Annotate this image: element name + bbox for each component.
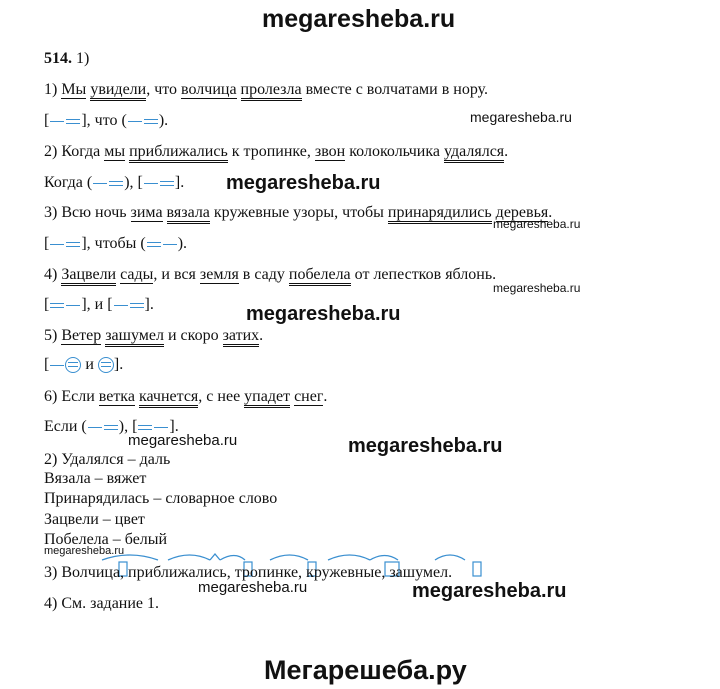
text: 2) Когда — [44, 143, 105, 160]
sentence-2 — [44, 142, 508, 163]
predicate: упадет — [244, 389, 290, 408]
subject: Ветер — [61, 327, 102, 344]
subject-mark — [144, 183, 158, 184]
predicate-mark — [50, 303, 64, 308]
predicate: зашумел — [105, 328, 164, 347]
text: колокольчика — [345, 143, 444, 160]
scheme-text: ), [ — [118, 418, 138, 435]
scheme-text: ]. — [169, 418, 179, 435]
scheme-text: ), [ — [124, 174, 143, 191]
predicate-mark — [160, 181, 174, 186]
scheme-text: ]. — [113, 356, 124, 373]
text: 5) — [44, 327, 62, 344]
text: в саду — [238, 266, 289, 283]
text: вместе с волчатами в нору. — [301, 81, 489, 98]
scheme-4 — [44, 295, 154, 315]
task-part: 1) — [76, 50, 90, 67]
text: кружевные узоры, чтобы — [209, 204, 388, 221]
sentence-number: 1) — [44, 81, 62, 98]
subject-mark — [154, 427, 168, 428]
subject: звон — [314, 143, 346, 160]
watermark: megaresheba.ru — [246, 303, 401, 325]
text: от лепестков яблонь. — [350, 266, 497, 283]
subject-mark — [66, 305, 80, 306]
watermark-top: megaresheba.ru — [262, 5, 456, 33]
bracket: [ — [44, 235, 50, 252]
watermark: megaresheba.ru — [412, 580, 567, 602]
text: , что — [146, 81, 182, 98]
scheme-text: ]. — [174, 174, 185, 191]
homogeneous-predicate-circle — [98, 357, 114, 373]
scheme-text: ], чтобы ( — [81, 235, 146, 252]
subject-mark — [50, 244, 64, 245]
predicate: принарядились — [388, 205, 492, 224]
predicate-mark — [104, 425, 118, 430]
part2-line: Принарядилась – словарное слово — [44, 490, 278, 507]
subject: волчица — [181, 81, 237, 98]
part2-line: Вязала – вяжет — [44, 470, 147, 487]
watermark: megaresheba.ru — [128, 432, 238, 449]
predicate: удалялся — [444, 144, 504, 163]
bracket: [ — [44, 296, 50, 313]
text: . — [259, 327, 264, 344]
text: и скоро — [163, 327, 223, 344]
sentence-1 — [44, 80, 488, 101]
part4-line: 4) См. задание 1. — [44, 595, 160, 612]
predicate-mark — [66, 119, 80, 124]
homogeneous-predicate-circle — [65, 357, 81, 373]
subject: снег — [294, 388, 324, 405]
text: 6) Если — [44, 388, 99, 405]
scheme-3 — [44, 234, 187, 254]
subject: зима — [130, 204, 163, 221]
subject: ветка — [98, 388, 135, 405]
watermark: megaresheba.ru — [44, 545, 125, 557]
scheme-text: ], что ( — [81, 112, 127, 129]
scheme-text: ). — [158, 112, 169, 129]
scheme-text: Если ( — [44, 418, 87, 435]
scheme-text: ). — [177, 235, 188, 252]
subject-mark — [50, 365, 64, 366]
sentence-6 — [44, 387, 327, 408]
scheme-1 — [44, 111, 168, 131]
subject-mark — [88, 427, 102, 428]
scheme-6 — [44, 417, 179, 437]
text: . — [504, 143, 509, 160]
predicate-mark — [144, 119, 158, 124]
predicate-mark — [138, 425, 152, 430]
watermark: megaresheba.ru — [348, 435, 503, 457]
text: , с нее — [198, 388, 245, 405]
part3-line: 3) Волчица, приближались, тропинке, кружевные, зашумел. — [44, 564, 453, 581]
predicate-mark — [147, 242, 161, 247]
predicate: побелела — [289, 267, 351, 286]
task-header — [44, 49, 89, 69]
sentence-4 — [44, 265, 496, 286]
bracket: [ — [44, 356, 50, 373]
watermark: megaresheba.ru — [493, 281, 581, 295]
part2-line: Зацвели – цвет — [44, 511, 145, 528]
watermark: megaresheba.ru — [470, 109, 572, 125]
predicate: затих — [223, 328, 260, 347]
scheme-5 — [44, 355, 123, 375]
scheme-text: Когда ( — [44, 174, 93, 191]
watermark: megaresheba.ru — [198, 579, 308, 596]
text: . — [548, 204, 553, 221]
text: , и вся — [153, 266, 200, 283]
watermark-bottom: Мегарешеба.ру — [264, 655, 467, 685]
sentence-3 — [44, 203, 552, 224]
subject-mark — [163, 244, 177, 245]
subject-mark — [114, 305, 128, 306]
predicate: пролезла — [241, 82, 302, 101]
predicate: увидели — [90, 82, 146, 101]
subject: сады — [120, 266, 154, 283]
subject-mark — [128, 121, 142, 122]
part2-line: Побелела – белый — [44, 531, 168, 548]
subject: земля — [199, 266, 239, 283]
part2-line: 2) Удалялся – даль — [44, 451, 171, 468]
subject: мы — [104, 143, 126, 160]
predicate: Зацвели — [61, 267, 116, 286]
sentence-5 — [44, 326, 263, 347]
scheme-text: ]. — [144, 296, 154, 313]
watermark: megaresheba.ru — [226, 172, 381, 194]
scheme-text: ], и [ — [81, 296, 113, 313]
subject-mark — [50, 121, 64, 122]
text: 3) Всю ночь — [44, 204, 131, 221]
bracket: [ — [44, 112, 50, 129]
predicate-mark — [130, 303, 144, 308]
subject: Мы — [61, 81, 87, 98]
predicate-mark — [66, 242, 80, 247]
subject: деревья — [495, 204, 549, 221]
predicate-mark — [109, 181, 123, 186]
predicate: вязала — [167, 205, 210, 224]
subject-mark — [93, 183, 107, 184]
predicate: приближались — [129, 144, 228, 163]
text: . — [323, 388, 328, 405]
text: 4) — [44, 266, 62, 283]
scheme-text: и — [81, 356, 98, 373]
watermark: megaresheba.ru — [493, 217, 581, 231]
scheme-2 — [44, 173, 184, 193]
text: к тропинке, — [227, 143, 315, 160]
predicate: качнется — [139, 389, 198, 408]
task-number: 514. — [44, 50, 72, 67]
